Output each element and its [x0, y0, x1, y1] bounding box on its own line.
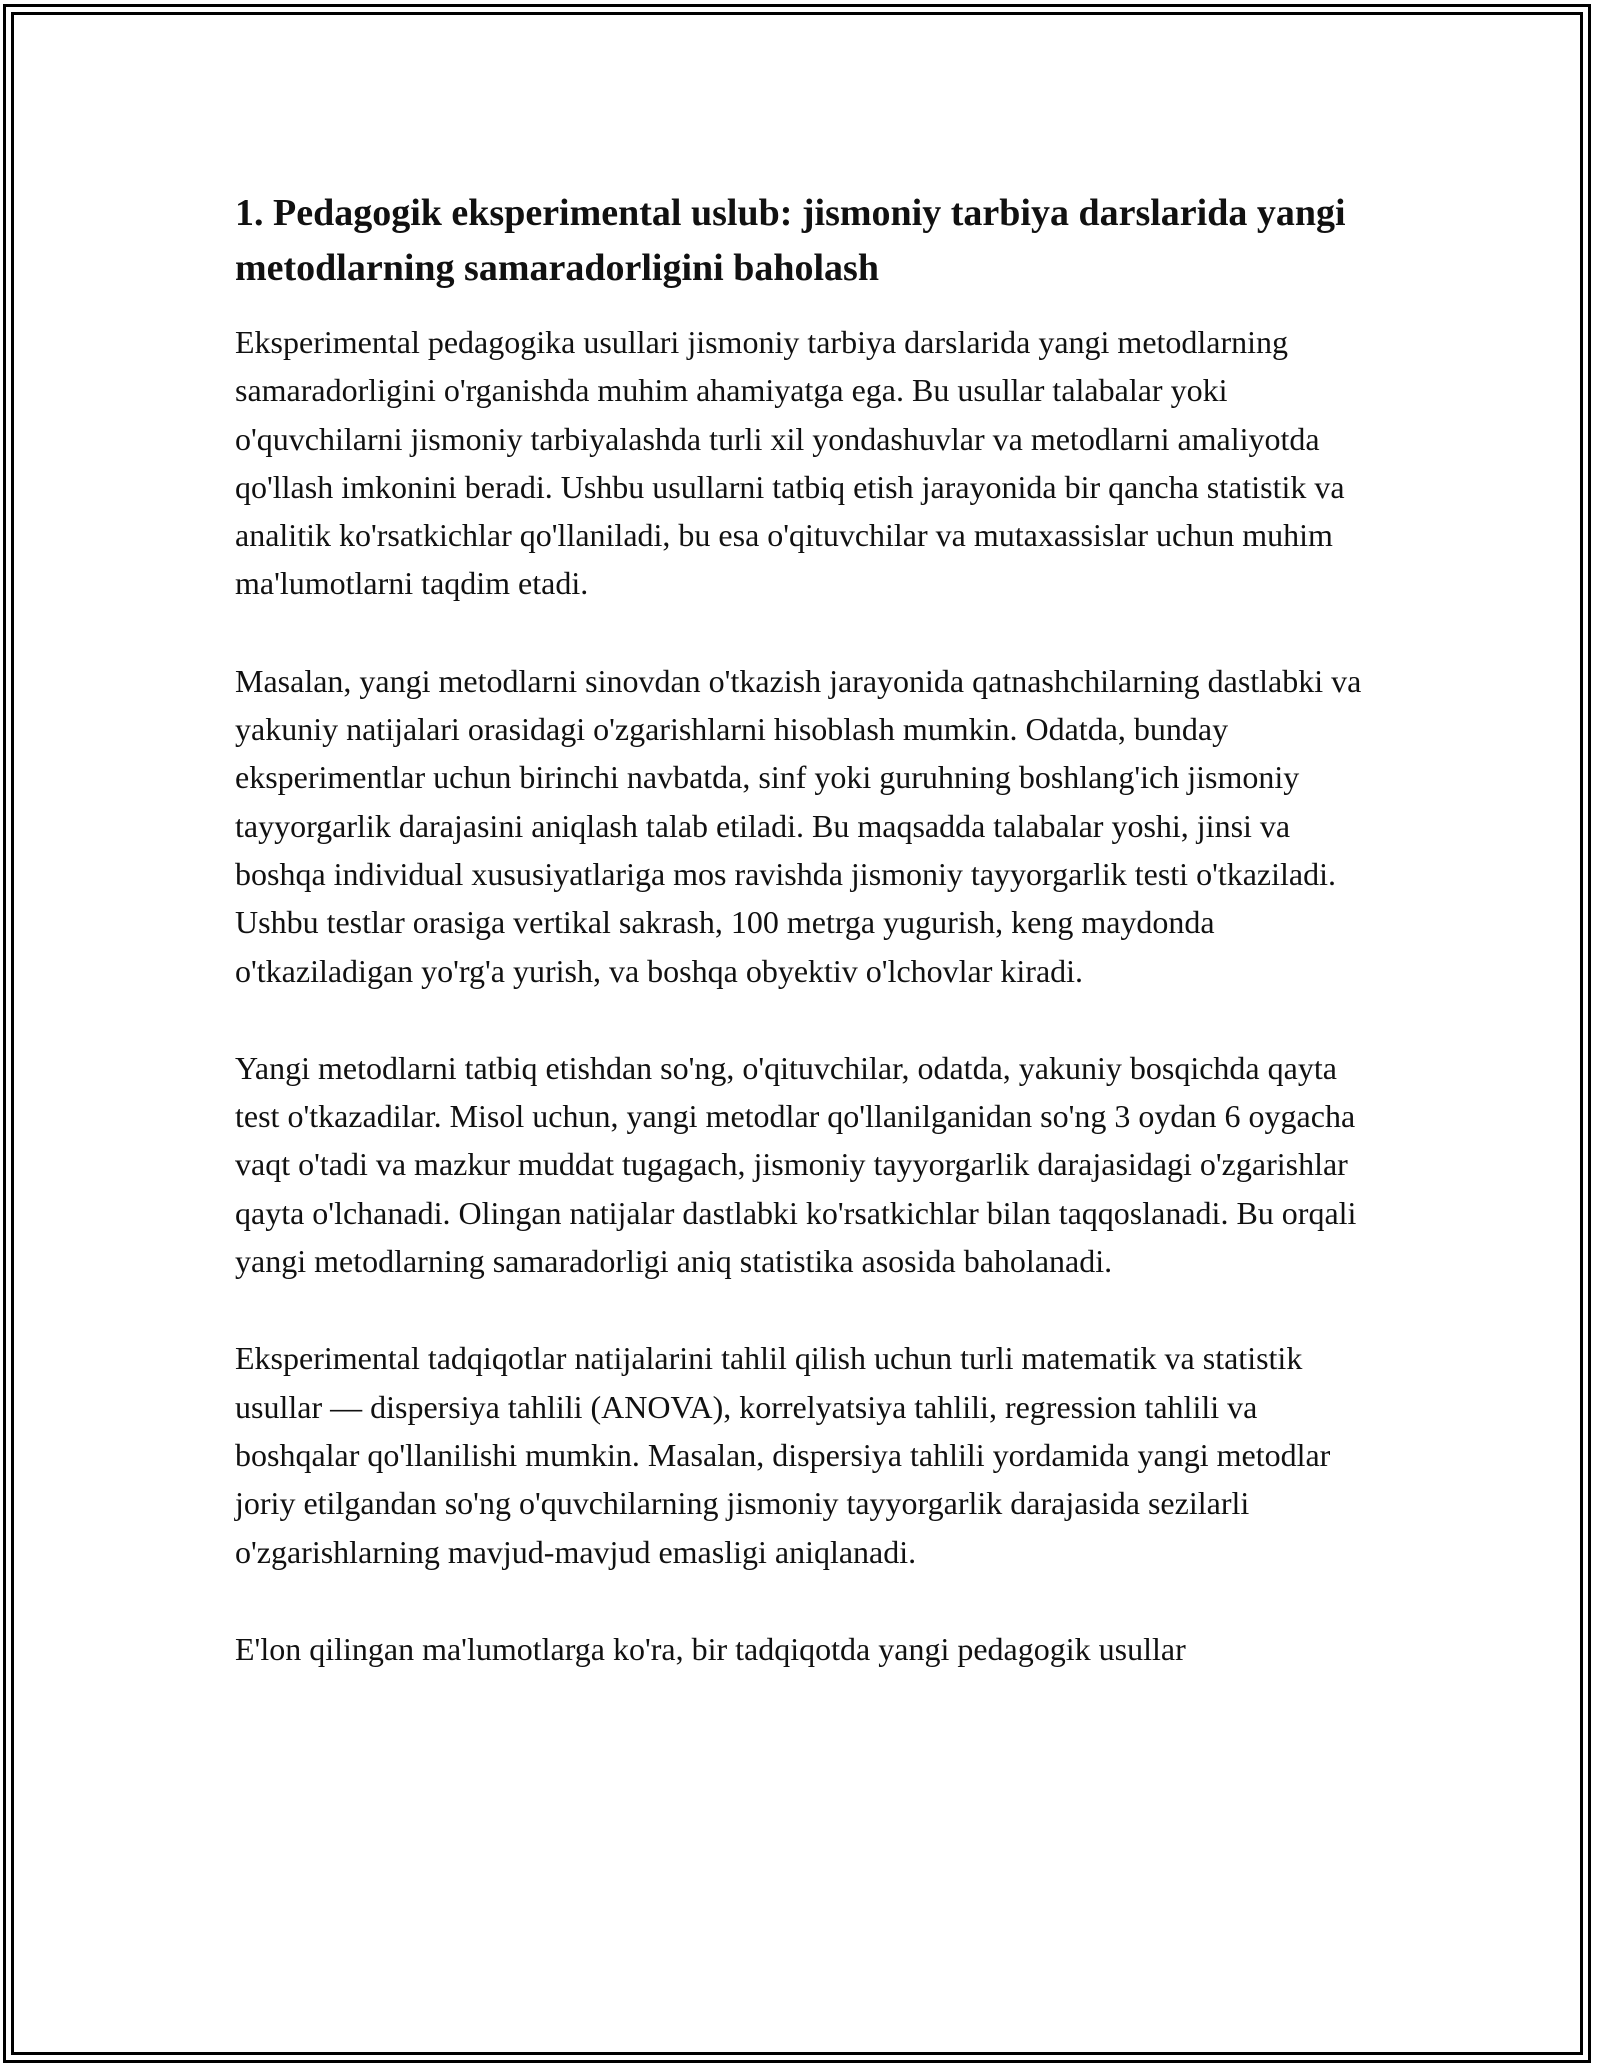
paragraph-1: Eksperimental pedagogika usullari jismoniy tarbiya darslarida yangi metodlarning samaradorligini o'rganishda muhim ahamiyatga ega. Bu usullar talabalar yoki o'quvchilarni jismoniy tarbiyalashda turli xil yondashuvlar va metodlarni amaliyotda qo'llash imkonini beradi. Ushbu usullarni tatbiq etish jarayonida bir qancha statistik va analitik ko'rsatkichlar qo'llaniladi, bu esa o'qituvchilar va mutaxassislar uchun muhim ma'lumotlarni taqdim etadi. [235, 324, 1345, 602]
paragraph-4: Eksperimental tadqiqotlar natijalarini tahlil qilish uchun turli matematik va statistik usullar — dispersiya tahlili (ANOVA), korrelyatsiya tahlili, regression tahlili va boshqalar qo'llanilishi mumkin. Masalan, dispersiya tahlili yordamida yangi metodlar joriy etilgandan so'ng o'quvchilarning jismoniy tayyorgarlik darajasida sezilarli o'zgarishlarning mavjud-mavjud emasligi aniqlanadi. [235, 1340, 1331, 1570]
document-body [235, 186, 1385, 1722]
paragraph-5: E'lon qilingan ma'lumotlarga ko'ra, bir tadqiqotda yangi pedagogik usullar [235, 1630, 1186, 1667]
paragraph-3: Yangi metodlarni tatbiq etishdan so'ng, o'qituvchilar, odatda, yakuniy bosqichda qayta test o'tkazadilar. Misol uchun, yangi metodlar qo'llanilganidan so'ng 3 oydan 6 oygacha vaqt o'tadi va mazkur muddat tugagach, jismoniy tayyorgarlik darajasidagi o'zgarishlar qayta o'lchanadi. Olingan natijalar dastlabki ko'rsatkichlar bilan taqqoslanadi. Bu orqali yangi metodlarning samaradorligi aniq statistika asosida baholanadi. [235, 1049, 1357, 1280]
paragraph-2: Masalan, yangi metodlarni sinovdan o'tkazish jarayonida qatnashchilarning dastlabki va yakuniy natijalari orasidagi o'zgarishlarni hisoblash mumkin. Odatda, bunday eksperimentlar uchun birinchi navbatda, sinf yoki guruhning boshlang'ich jismoniy tayyorgarlik darajasini aniqlash talab etiladi. Bu maqsadda talabalar yoshi, jinsi va boshqa individual xususiyatlariga mos ravishda jismoniy tayyorgarlik testi o'tkaziladi. Ushbu testlar orasiga vertikal sakrash, 100 metrga yugurish, keng maydonda o'tkaziladigan yo'rg'a yurish, va boshqa obyektiv o'lchovlar kiradi. [235, 662, 1362, 989]
section-title: 1. Pedagogik eksperimental uslub: jismoniy tarbiya darslarida yangi metodlarning samaradorligini baholash [235, 192, 1346, 289]
